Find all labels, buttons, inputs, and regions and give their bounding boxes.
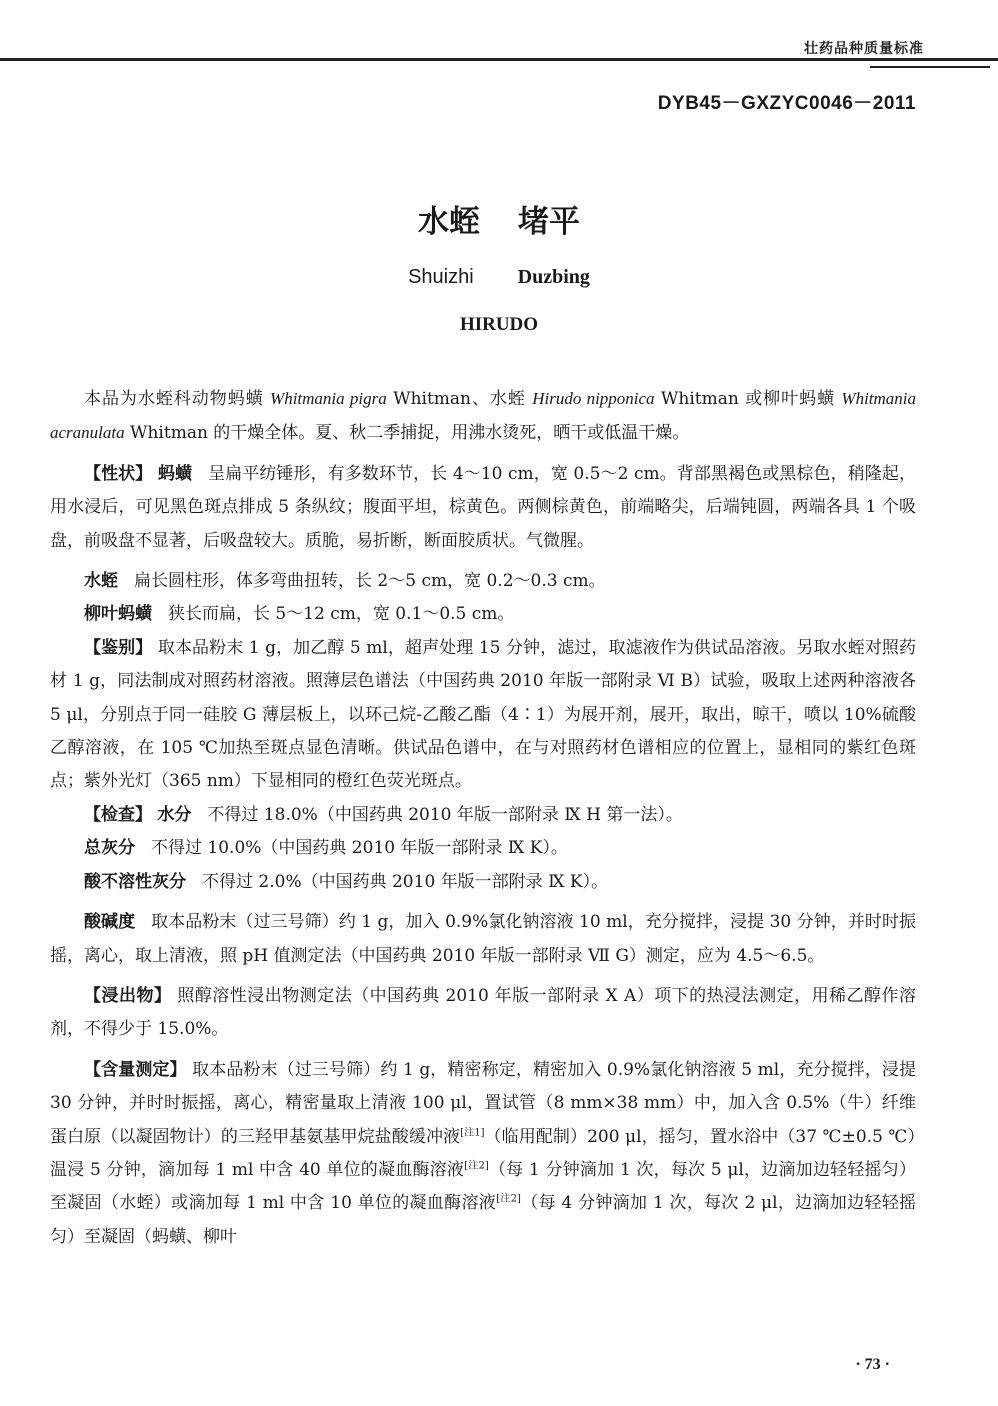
document-code: DYB45－GXZYC0046－2011	[657, 93, 916, 114]
species-name: Whitmania acranulata	[50, 389, 917, 443]
title-latin: HIRUDO	[459, 314, 539, 335]
header-rule-accent	[870, 66, 990, 68]
title-chinese	[0, 196, 998, 241]
section-label: 【检查】	[84, 804, 152, 825]
inspection-subsection: 酸碱度 取本品粉末（过三号筛）约 1 g，加入 0.9%氯化钠溶液 10 ml，充分搅拌，浸提 30 分钟，并时时振摇，离心，取上清液，照 pH 值测定法（中国药典 2010 年版一部附录 Ⅶ G）测定，应为 4.5～6.5。	[50, 912, 917, 966]
identification-section: 【鉴别】 取本品粉末 1 g，加乙醇 5 ml，超声处理 15 分钟，滤过，取滤液作为供试品溶液。另取水蛭对照药材 1 g，同法制成对照药材溶液。照薄层色谱法（中国药典 2010 年版一部附录 Ⅵ B）试验，吸取上述两种溶液各 5 μl，分别点于同一硅胶 G 薄层板上，以环己烷-乙酸乙酯（4∶1）为展开剂，展开，取出，晾干，喷以 10%硫酸乙醇溶液，在 105 ℃加热至斑点显色清晰。供试品色谱中，在与对照药材色谱相应的位置上，显相同的紫红色斑点；紫外光灯（365 nm）下显相同的橙红色荧光斑点。	[50, 637, 917, 792]
title-pinyin	[0, 264, 998, 289]
subsection-label: 水分	[157, 804, 192, 825]
running-header: 壮药品种质量标准	[804, 41, 924, 57]
inspection-subsection: 总灰分 不得过 10.0%（中国药典 2010 年版一部附录 Ⅸ K）。	[84, 838, 568, 859]
inspection-section: 【检查】 水分 不得过 18.0%（中国药典 2010 年版一部附录 Ⅸ H 第一法）。	[84, 804, 683, 825]
section-label: 【性状】	[84, 463, 153, 484]
character-subsection: 水蛭 扁长圆柱形，体多弯曲扭转，长 2～5 cm，宽 0.2～0.3 cm。	[84, 571, 606, 592]
character-subsection: 柳叶蚂蟥 狭长而扁，长 5～12 cm，宽 0.1～0.5 cm。	[84, 604, 515, 625]
subsection-label: 总灰分	[84, 838, 135, 859]
character-section: 【性状】 蚂蟥 呈扁平纺锤形，有多数环节，长 4～10 cm，宽 0.5～2 cm。背部黑褐色或黑棕色，稍隆起，用水浸后，可见黑色斑点排成 5 条纵纹；腹面平坦，棕黄色。两侧棕黄色，前端略尖，后端钝圆，两端各具 1 个吸盘，前吸盘不显著，后吸盘较大。质脆，易折断，断面胶质状。气微腥。	[50, 463, 916, 551]
header-rule	[0, 58, 998, 61]
footnote-ref: [注2]	[464, 1160, 489, 1172]
extract-section: 【浸出物】 照醇溶性浸出物测定法（中国药典 2010 年版一部附录 Ⅹ A）项下的热浸法测定，用稀乙醇作溶剂，不得少于 15.0%。	[50, 985, 916, 1040]
subsection-label: 酸碱度	[84, 912, 136, 933]
section-label: 【鉴别】	[84, 637, 153, 658]
footnote-ref: [注1]	[460, 1126, 485, 1138]
inspection-subsection: 酸不溶性灰分 不得过 2.0%（中国药典 2010 年版一部附录 Ⅸ K）。	[84, 871, 609, 892]
zhuang-pinyin-name: Duzbing	[517, 266, 590, 288]
assay-section: 【含量测定】 取本品粉末（过三号筛）约 1 g，精密称定，精密加入 0.9%氯化钠溶液 5 ml，充分搅拌，浸提 30 分钟，并时时振摇，离心，精密量取上清液 100 μl，置试管（8 mm×38 mm）中，加入含 0.5%（牛）纤维蛋白原（以凝固物计）的三羟甲基氨基甲烷盐酸缓冲液[注1]（临用配制）200 μl，摇匀，置水浴中（37 ℃±0.5 ℃）温浸 5 分钟，滴加每 1 ml 中含 40 单位的凝血酶溶液[注2]（每 1 分钟滴加 1 次，每次 5 μl，边滴加边轻轻摇匀）至凝固（水蛭）或滴加每 1 ml 中含 10 单位的凝血酶溶液[注2]（每 4 分钟滴加 1 次，每次 2 μl，边滴加边轻轻摇匀）至凝固（蚂蟥、柳叶	[50, 1059, 917, 1247]
section-label: 【含量测定】	[84, 1059, 187, 1080]
section-label: 【浸出物】	[84, 985, 172, 1006]
subsection-label: 水蛭	[84, 571, 118, 592]
species-name: Hirudo nipponica	[532, 389, 655, 408]
title-name: 水蛭	[418, 204, 480, 240]
subsection-label: 酸不溶性灰分	[84, 871, 186, 892]
species-name: Whitmania pigra	[270, 389, 387, 408]
footnote-ref: [注2]	[496, 1193, 521, 1205]
intro-paragraph: 本品为水蛭科动物蚂蟥 Whitmania pigra Whitman、水蛭 Hirudo nipponica Whitman 或柳叶蚂蟥 Whitmania acranulata Whitman 的干燥全体。夏、秋二季捕捉，用沸水烫死，晒干或低温干燥。	[50, 389, 917, 444]
monograph-body	[50, 382, 916, 1254]
subsection-label: 柳叶蚂蟥	[84, 604, 152, 625]
page-number: · 73 ·	[855, 1356, 890, 1373]
title-zhuang-name: 堵平	[518, 204, 580, 240]
pinyin-name: Shuizhi	[408, 266, 474, 288]
subsection-label: 蚂蟥	[157, 463, 193, 484]
